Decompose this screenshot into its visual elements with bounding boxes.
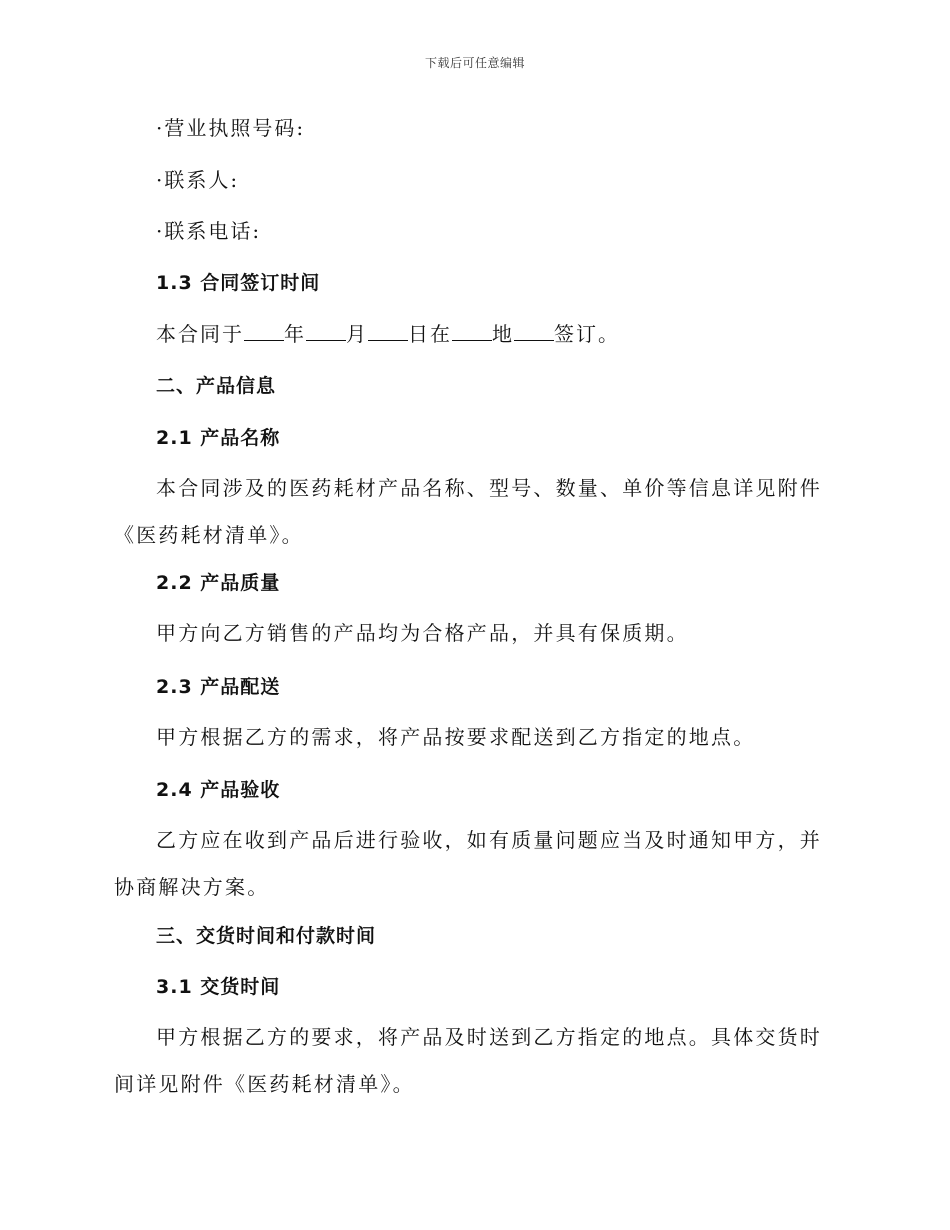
signing-text-part: 日在 [408,322,452,346]
section-3-heading: 三、交货时间和付款时间 [156,925,377,947]
section-2-4-text: 乙方应在收到产品后进行验收，如有质量问题应当及时通知甲方，并协商解决方案。 [114,828,822,899]
section-2-4-heading: 2.4 产品验收 [156,779,281,801]
section-1-3-heading: 1.3 合同签订时间 [156,272,321,294]
section-2-2-text: 甲方向乙方销售的产品均为合格产品，并具有保质期。 [156,621,689,645]
place-blank [452,322,492,341]
signing-text-part: 年 [284,322,306,346]
signing-text-part: 签订。 [554,322,620,346]
month-blank [306,322,346,341]
contact-person-item: ·联系人: [156,168,240,192]
day-blank [368,322,408,341]
signing-text-part: 本合同于 [156,322,244,346]
section-2-1-text: 本合同涉及的医药耗材产品名称、型号、数量、单价等信息详见附件《医药耗材清单》。 [114,476,822,547]
page-header: 下载后可任意编辑 [424,56,525,70]
section-2-3-heading: 2.3 产品配送 [156,676,281,698]
license-number-item: ·营业执照号码: [156,116,306,140]
location-blank [514,322,554,341]
section-2-1-heading: 2.1 产品名称 [156,427,281,449]
signing-text-part: 地 [492,322,514,346]
signing-time-text [114,318,620,350]
year-blank [244,322,284,341]
section-3-1-heading: 3.1 交货时间 [156,976,281,998]
section-2-3-text: 甲方根据乙方的需求，将产品按要求配送到乙方指定的地点。 [156,725,756,749]
section-2-2-heading: 2.2 产品质量 [156,572,281,594]
signing-text-part: 月 [346,322,368,346]
contact-phone-item: ·联系电话: [156,219,262,243]
section-3-1-text: 甲方根据乙方的要求，将产品及时送到乙方指定的地点。具体交货时间详见附件《医药耗材清单》。 [114,1025,822,1096]
section-2-heading: 二、产品信息 [156,375,277,397]
